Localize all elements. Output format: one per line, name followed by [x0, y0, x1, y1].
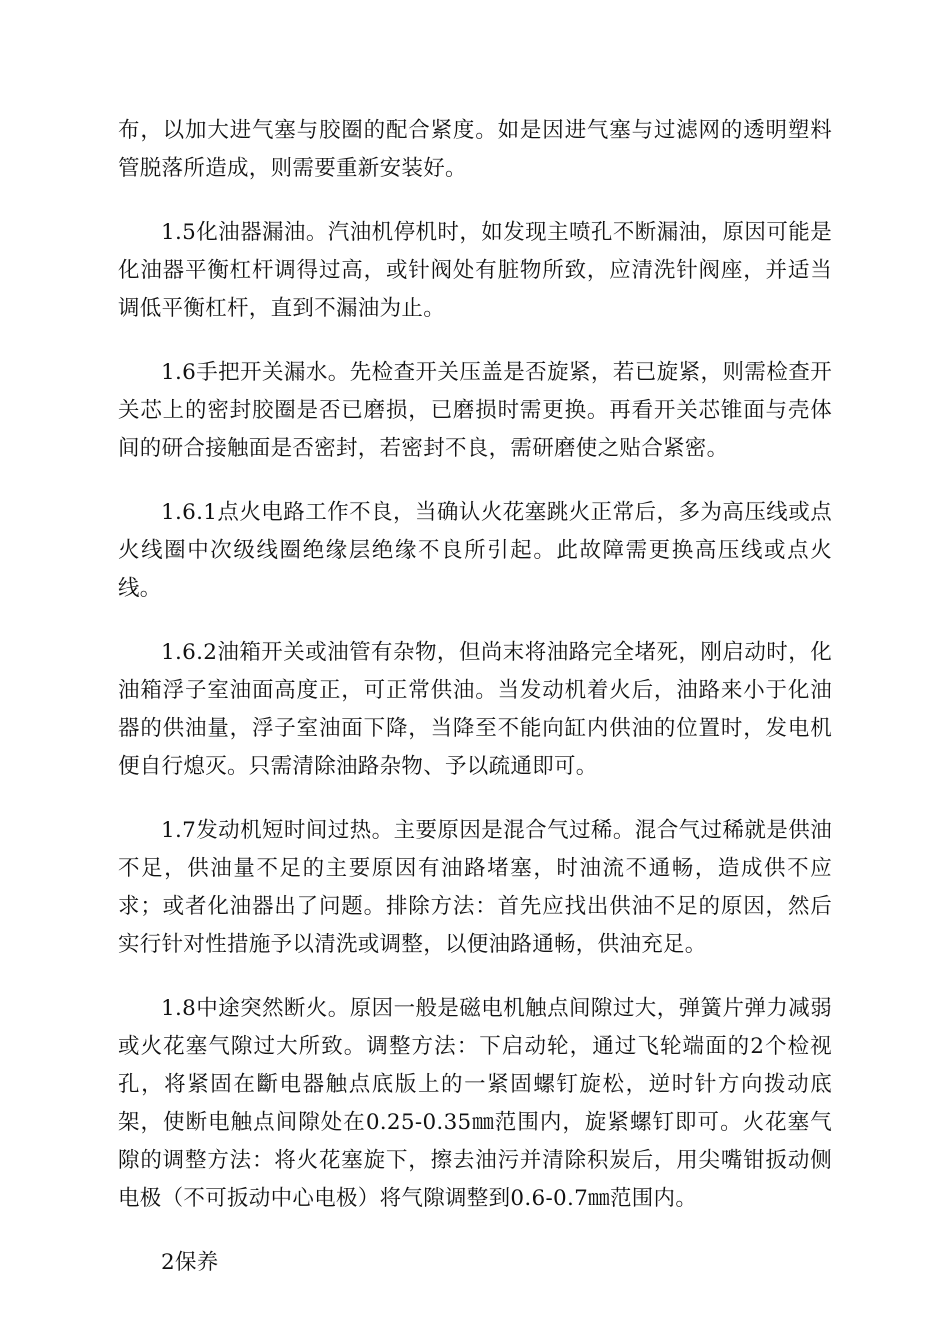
- section-heading-maintenance: 2保养: [161, 1250, 219, 1275]
- paragraph-1-5-carburetor-leak: 1.5化油器漏油。汽油机停机时，如发现主喷孔不断漏油，原因可能是化油器平衡杠杆调得过高，或针阀处有脏物所致，应清洗针阀座，并适当调低平衡杠杆，直到不漏油为止。: [118, 220, 832, 321]
- paragraph-1-6-2-fuel-line-debris: 1.6.2油箱开关或油管有杂物，但尚末将油路完全堵死，刚启动时，化油箱浮子室油面高度正，可正常供油。当发动机着火后，油路来小于化油器的供油量，浮子室油面下降，当降至不能向缸内供油的位置时，发电机便自行熄灭。只需清除油路杂物、予以疏通即可。: [118, 640, 832, 779]
- paragraph-1-6-switch-leak: 1.6手把开关漏水。先检查开关压盖是否旋紧，若已旋紧，则需检查开关芯上的密封胶圈是否已磨损，已磨损时需更换。再看开关芯锥面与壳体间的研合接触面是否密封，若密封不良，需研磨使之贴合紧密。: [118, 360, 832, 461]
- paragraph-continuation: 布，以加大进气塞与胶圈的配合紧度。如是因进气塞与过滤网的透明塑料管脱落所造成，则需要重新安装好。: [118, 118, 832, 181]
- document-page: [118, 112, 832, 1308]
- paragraph-1-6-1-ignition-circuit: 1.6.1点火电路工作不良，当确认火花塞跳火正常后，多为高压线或点火线圈中次级线圈绝缘层绝缘不良所引起。此故障需更换高压线或点火线。: [118, 500, 832, 601]
- paragraph-1-7-engine-overheat: 1.7发动机短时间过热。主要原因是混合气过稀。混合气过稀就是供油不足，供油量不足的主要原因有油路堵塞，时油流不通畅，造成供不应求；或者化油器出了问题。排除方法：首先应找出供油不足的原因，然后实行针对性措施予以清洗或调整，以便油路通畅，供油充足。: [118, 818, 832, 957]
- paragraph-1-8-sudden-misfire: 1.8中途突然断火。原因一般是磁电机触点间隙过大，弹簧片弹力减弱或火花塞气隙过大所致。调整方法：下启动轮，通过飞轮端面的2个检视孔，将紧固在斷电器触点底版上的一紧固螺钉旋松，逆时针方向拨动底架，使断电触点间隙处在0.25-0.35㎜范围内，旋紧螺钉即可。火花塞气隙的调整方法：将火花塞旋下，擦去油污并清除积炭后，用尖嘴钳扳动侧电极（不可扳动中心电极）将气隙调整到0.6-0.7㎜范围内。: [118, 996, 832, 1211]
